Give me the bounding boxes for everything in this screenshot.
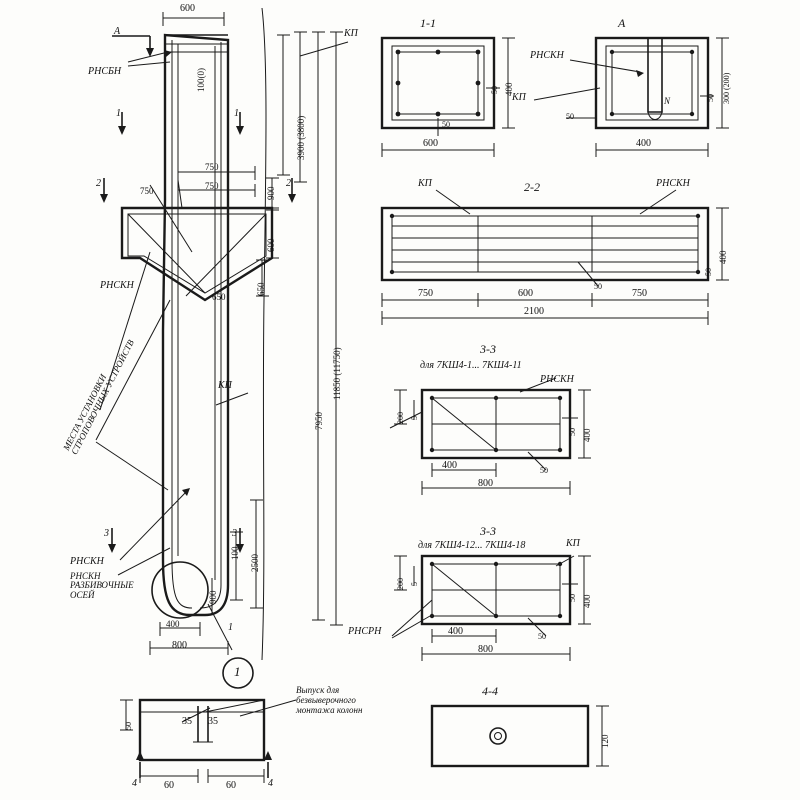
callout-kp-top: КП: [344, 28, 358, 39]
section-3-3-lower-dim-50a: 50: [568, 594, 577, 602]
dim-corbel-650b: 650: [212, 292, 226, 302]
section-title-4-4: 4-4: [482, 684, 498, 698]
dim-corbel-750c: 750: [140, 186, 154, 196]
section-3-3-lower-dim-800: 800: [478, 644, 493, 655]
detail-dim-50: 50: [124, 722, 133, 730]
section-2-2-dim-600: 600: [518, 288, 533, 299]
section-3-3-upper-dim-200: 200: [396, 412, 405, 424]
detail-pointer-1: 1: [228, 622, 233, 633]
section-title-2-2: 2-2: [524, 180, 540, 194]
section-3-3-upper-rnskn: РНСКН: [540, 374, 574, 385]
callout-rnskn-corbel: РНСКН: [100, 280, 134, 291]
section-2-2-dim-750a: 750: [418, 288, 433, 299]
section-mark-3-right: 3: [232, 528, 237, 539]
dim-100: 100: [230, 546, 240, 560]
section-3-3-upper-dim-400: 400: [442, 460, 457, 471]
section-3-3-lower-dim-400: 400: [448, 626, 463, 637]
section-mark-a-main: А: [114, 26, 121, 37]
detail-note: Выпуск для безвыверочного монтажа колонн: [296, 685, 363, 715]
section-4-4-dim-120: 120: [600, 734, 610, 748]
callout-rnsbn: РНСБН: [88, 66, 122, 77]
section-3-3-upper-dim-400h: 400: [582, 428, 592, 442]
dim-corbel-750b: 750: [205, 181, 219, 191]
section-3-3-lower-dim-50b: 50: [538, 632, 546, 641]
section-mark-1-right: 1: [234, 108, 239, 119]
detail-dim-35b: 35: [208, 716, 218, 727]
section-2-2-dim-750b: 750: [632, 288, 647, 299]
section-2-2-dim-50a: 50: [594, 282, 602, 291]
section-2-2-callout-rnskn: РНСКН: [656, 178, 690, 189]
section-1-1-dim-400: 400: [504, 82, 514, 96]
dim-400-bottom: 400: [166, 619, 180, 629]
section-a-callout-kp: КП: [512, 92, 526, 103]
section-mark-2-right: 2: [286, 178, 291, 189]
section-3-3-upper-subtitle: для 7КШ4-1... 7КШ4-11: [420, 360, 522, 371]
dim-height-7950: 7950: [314, 412, 324, 430]
section-title-3-3-upper: 3-3: [480, 342, 496, 356]
section-a-callout-n: N: [664, 96, 671, 106]
section-3-3-lower-rnsrn: РНСРН: [348, 626, 382, 637]
section-a-dim-400: 400: [636, 138, 651, 149]
section-3-3-upper-dim-50b: 50: [540, 466, 548, 475]
section-3-3-upper-dim-5a: 5: [410, 416, 419, 420]
dim-height-11850: 11850 (11750): [332, 347, 342, 400]
section-1-1-dim-50b: 50: [442, 120, 450, 129]
section-title-1-1: 1-1: [420, 16, 436, 30]
section-3-3-upper-dim-800: 800: [478, 478, 493, 489]
section-a-dim-300: 300 (200): [722, 72, 731, 104]
detail-mark-4-left: 4: [132, 778, 137, 789]
section-3-3-lower-kp: КП: [566, 538, 580, 549]
section-a-callout-rnskn: РНСКН: [530, 50, 564, 61]
section-1-1-dim-600: 600: [423, 138, 438, 149]
callout-sling-places: МЕСТА УСТАНОВКИ СТРОПОВОЧНЫХ УСТРОЙСТВ: [61, 338, 137, 457]
section-2-2-dim-50b: 50: [704, 268, 713, 276]
section-title-a: А: [618, 16, 626, 30]
section-title-3-3-lower: 3-3: [480, 524, 496, 538]
section-a-dim-50b: 50: [706, 94, 715, 102]
dim-2500: 2500: [250, 554, 260, 572]
dim-head-height: 100(0): [196, 68, 206, 92]
dim-800-bottom: 800: [172, 640, 187, 651]
detail-dim-60a: 60: [164, 780, 174, 791]
dim-corbel-650a: 650: [256, 282, 266, 296]
section-mark-3-left: 3: [104, 528, 109, 539]
dim-height-3900: 3900 (3800): [296, 115, 306, 160]
detail-mark-4-right: 4: [268, 778, 273, 789]
callout-rnskn-bottom: РНСКН: [70, 556, 104, 567]
section-3-3-upper-dim-50a: 50: [568, 428, 577, 436]
section-2-2-callout-kp: КП: [418, 178, 432, 189]
detail-dim-60b: 60: [226, 780, 236, 791]
section-2-2-dim-400: 400: [718, 250, 728, 264]
callout-kp-shaft: КП: [218, 380, 232, 391]
section-3-3-lower-dim-5a: 5: [410, 582, 419, 586]
section-a-dim-50a: 50: [566, 112, 574, 121]
detail-circle-label: 1: [234, 664, 241, 679]
dim-900: 900: [208, 590, 218, 604]
section-3-3-lower-dim-200: 200: [396, 578, 405, 590]
section-3-3-lower-subtitle: для 7КШ4-12... 7КШ4-18: [418, 540, 526, 551]
section-mark-1-left: 1: [116, 108, 121, 119]
section-3-3-lower-dim-400h: 400: [582, 594, 592, 608]
section-1-1-dim-50a: 50: [490, 86, 499, 94]
detail-dim-35a: 35: [182, 716, 192, 727]
dim-corbel-600: 600: [266, 238, 276, 252]
section-mark-2-left: 2: [96, 178, 101, 189]
callout-rnskn-axes: РНСКН РАЗБИВОЧНЫЕ ОСЕЙ: [70, 571, 134, 600]
section-2-2-dim-2100: 2100: [524, 306, 544, 317]
dim-corbel-900: 900: [266, 186, 276, 200]
dim-top-width: 600: [180, 3, 195, 14]
dim-corbel-750a: 750: [205, 162, 219, 172]
